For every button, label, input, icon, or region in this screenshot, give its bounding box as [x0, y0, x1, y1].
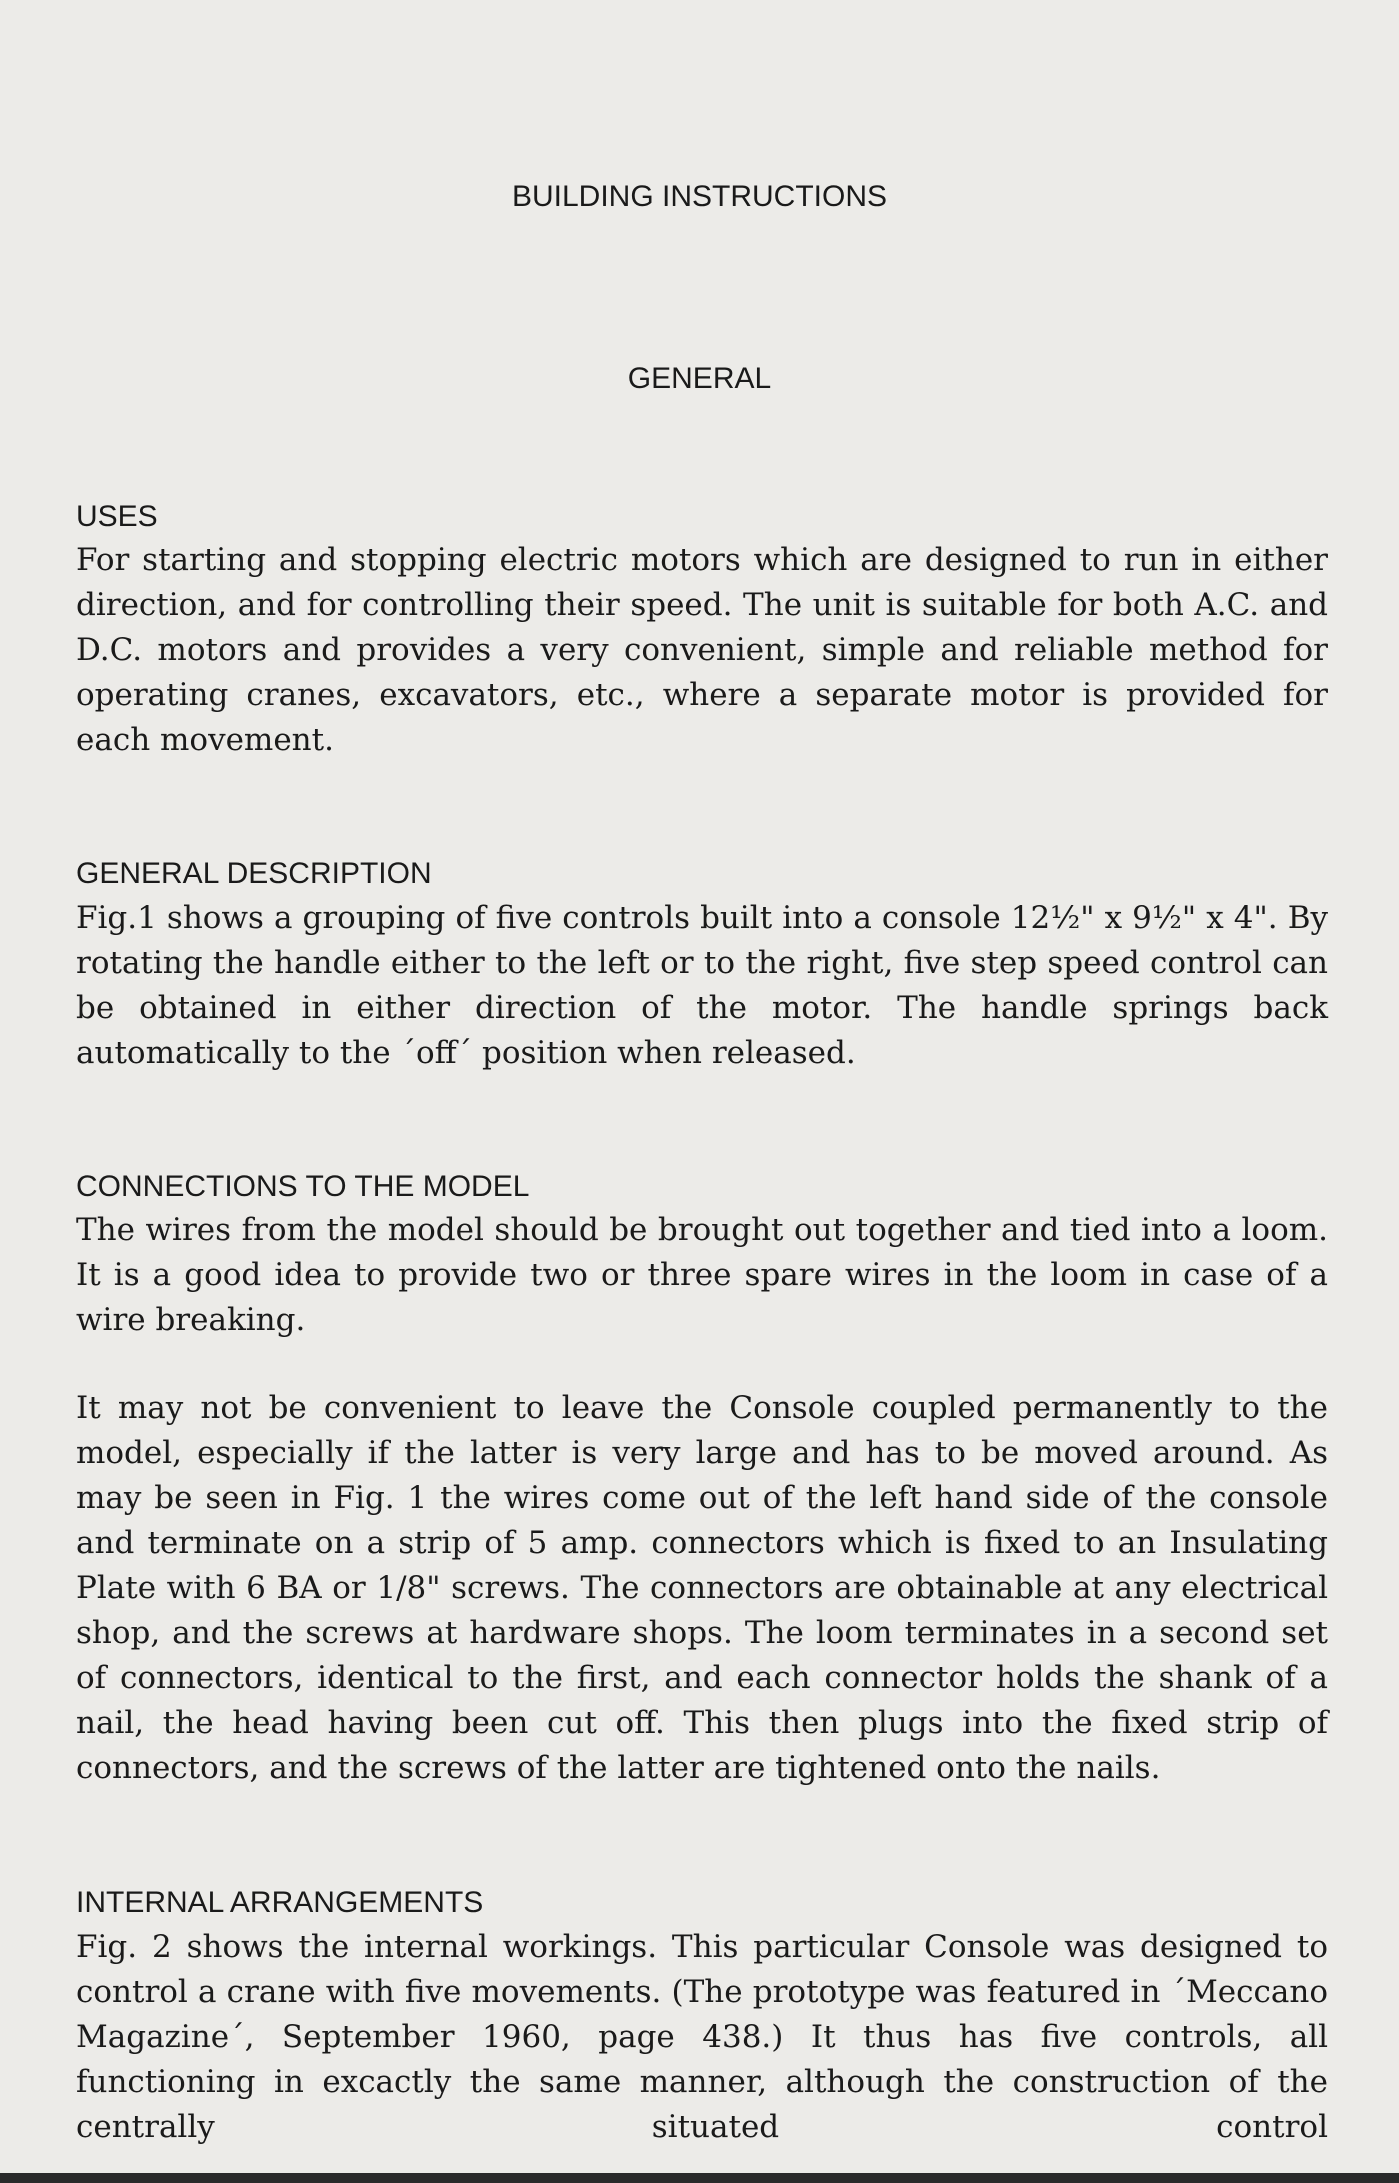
paragraph-connections-1: The wires from the model should be brought out together and tied into a loom. It is a good idea to provide two or three spare wires in the loom in case of a wire breaking. — [76, 1212, 1328, 1338]
section-title: GENERAL — [627, 362, 772, 395]
heading-internal-arrangements: INTERNAL ARRANGEMENTS — [76, 1886, 484, 1919]
document-title: BUILDING INSTRUCTIONS — [511, 180, 888, 213]
paragraph-uses: For starting and stopping electric motors which are designed to run in either direction, and for controlling their speed. The unit is suitable for both A.C. and D.C. motors and provides a very convenient, simple and reliable method for operating cranes, excavators, etc., where a separate motor is provided for each movement. — [76, 542, 1328, 758]
heading-uses: USES — [76, 500, 158, 533]
heading-connections: CONNECTIONS TO THE MODEL — [76, 1170, 530, 1203]
scan-edge-bar — [0, 2173, 1399, 2183]
paragraph-internal-arrangements: Fig. 2 shows the internal workings. This particular Console was designed to control a crane with five movements. (The prototype was featured in ´Meccano Magazine´, September 1960, page 438.) It thus has five controls, all functioning in excactly the same manner, although the construction of the centrally situated control — [76, 1929, 1328, 2145]
paragraph-general-description: Fig.1 shows a grouping of five controls built into a console 12½" x 9½" x 4". By rotating the handle either to the left or to the right, five step speed control can be obtained in either direction of the motor. The handle springs back automatically to the ´off´ position when released. — [76, 900, 1328, 1071]
paragraph-connections-2: It may not be convenient to leave the Console coupled permanently to the model, especially if the latter is very large and has to be moved around. As may be seen in Fig. 1 the wires come out of the left hand side of the console and terminate on a strip of 5 amp. connectors which is fixed to an Insulating Plate with 6 BA or 1/8" screws. The connectors are obtainable at any electrical shop, and the screws at hardware shops. The loom terminates in a second set of connectors, identical to the first, and each connector holds the shank of a nail, the head having been cut off. This then plugs into the fixed strip of connectors, and the screws of the latter are tightened onto the nails. — [76, 1390, 1328, 1786]
heading-general-description: GENERAL DESCRIPTION — [76, 857, 432, 890]
